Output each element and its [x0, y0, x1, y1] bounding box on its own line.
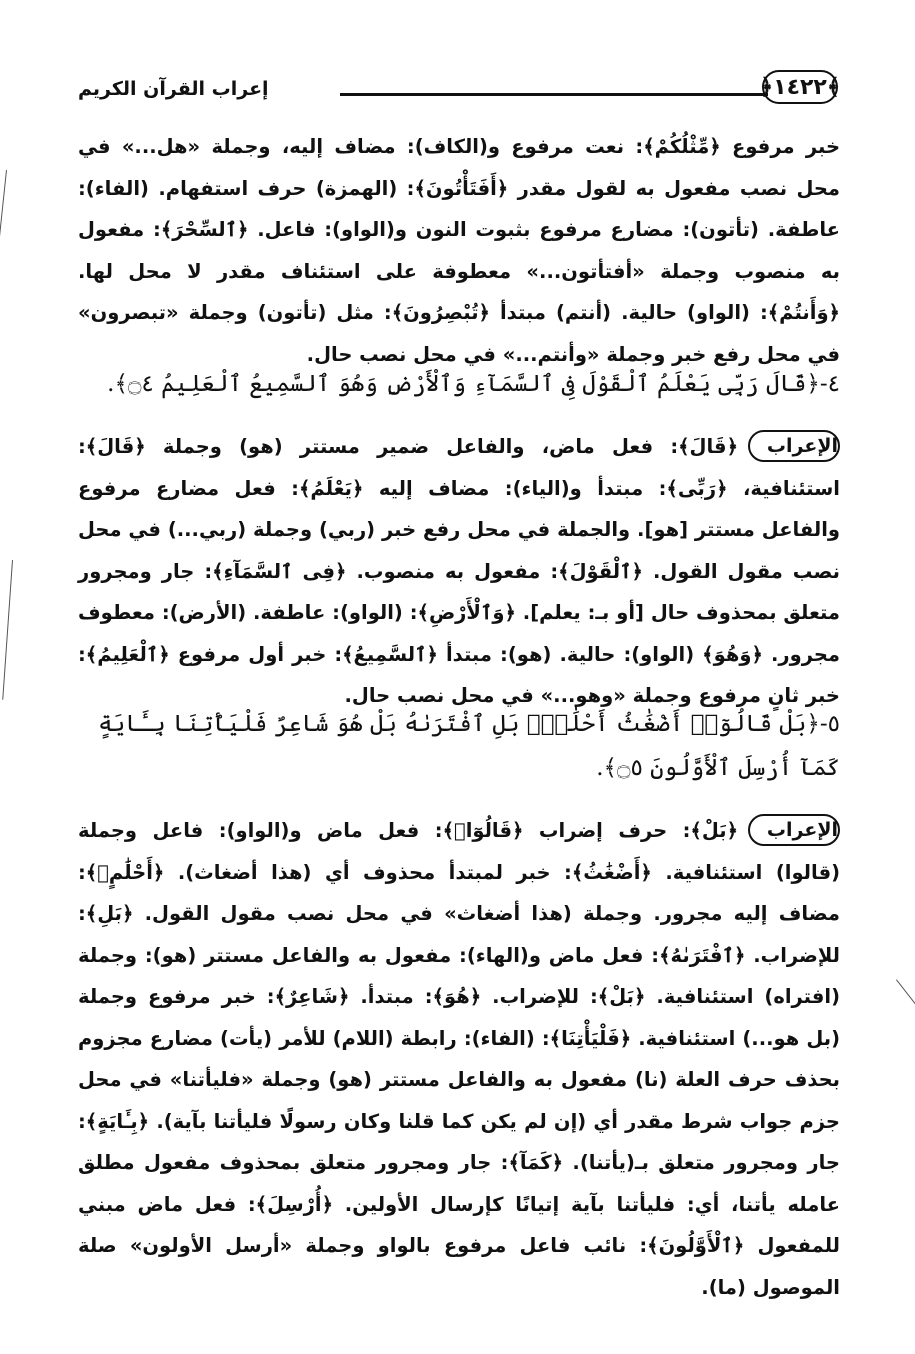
- irab-label: الإعراب: [748, 430, 840, 462]
- page-edge-mark: [2, 560, 13, 700]
- verse-5: ٥-﴿بَلْ قَالُوٓا۟ أَضْغَٰثُ أَحْلَٰمٍۭ بَلِ ٱفْتَرَىٰهُ بَلْ هُوَ شَاعِرٌ فَلْيَأْتِنَا بِـَٔايَةٍ كَمَآ أُرْسِلَ ٱلْأَوَّلُونَ ۝٥﴾.: [98, 711, 840, 781]
- page-header: [78, 66, 838, 114]
- verse-4: ٤-﴿قَالَ رَبِّى يَعْلَمُ ٱلْقَوْلَ فِى ٱلسَّمَآءِ وَٱلْأَرْضِ وَهُوَ ٱلسَّمِيعُ ٱلْعَلِيمُ ۝٤﴾.: [107, 371, 840, 397]
- page-edge-mark: [0, 170, 7, 319]
- page-edge-mark: [896, 979, 915, 1027]
- irab-label: الإعراب: [748, 814, 840, 846]
- book-title: إعراب القرآن الكريم: [78, 78, 269, 100]
- irab-text-5: ﴿بَلْ﴾: حرف إضراب ﴿قَالُوٓا۟﴾: فعل ماض و(الواو): فاعل وجملة (قالوا) استئنافية. ﴿أَضْغَٰثُ﴾: خبر لمبتدأ محذوف أي (هذا أضغاث). ﴿أَحْلَٰمٍۭ﴾: مضاف إليه مجرور. وجملة (هذا أضغاث» في محل نصب مقول القول. ﴿بَلِ﴾: للإضراب. ﴿ٱفْتَرَىٰهُ﴾: فعل ماض و(الهاء): مفعول به والفاعل مستتر (هو): وجملة (افتراه) استئنافية. ﴿بَلْ﴾: للإضراب. ﴿هُوَ﴾: مبتدأ. ﴿شَاعِرٌ﴾: خبر مرفوع وجملة (بل هو...) استئنافية. ﴿فَلْيَأْتِنَا﴾: (الفاء): رابطة (اللام) للأمر (يأت) مضارع مجزوم بحذف حرف العلة (نا) مفعول به والفاعل مستتر (هو) وجملة «فليأتنا» في محل جزم جواب شرط مقدر أي (إن لم يكن كما قلنا وكان رسولًا فليأتنا بآية). ﴿بِـَٔايَةٍ﴾: جار ومجرور متعلق بـ(يأتنا). ﴿كَمَآ﴾: جار ومجرور متعلق بمحذوف مفعول مطلق عامله يأتنا، أي: فليأتنا بآية إتيانًا كإرسال الأولين. ﴿أُرْسِلَ﴾: فعل ماض مبني للمفعول ﴿ٱلْأَوَّلُونَ﴾: نائب فاعل مرفوع بالواو وجملة «أرسل الأولون» صلة الموصول (ما).: [78, 819, 840, 1299]
- irab-section-5: [78, 810, 840, 1308]
- paragraph-continuation: خبر مرفوع ﴿مِّثْلُكُمْ﴾: نعت مرفوع و(الكاف): مضاف إليه، وجملة «هل...» في محل نصب مفعول به لقول مقدر ﴿أَفَتَأْتُونَ﴾: (الهمزة) حرف استفهام. (الفاء): عاطفة. (تأتون): مضارع مرفوع بثبوت النون و(الواو): فاعل. ﴿ٱلسِّحْرَ﴾: مفعول به منصوب وجملة «أفتأتون...» معطوفة على استئناف مقدر لا محل لها. ﴿وَأَنتُمْ﴾: (الواو) حالية. (أنتم) مبتدأ ﴿تُبْصِرُونَ﴾: مثل (تأتون) وجملة «تبصرون» في محل رفع خبر وجملة «وأنتم...» في محل نصب حال.: [78, 135, 840, 366]
- irab-text-4: ﴿قَالَ﴾: فعل ماض، والفاعل ضمير مستتر (هو) وجملة ﴿قَالَ﴾: استئنافية، ﴿رَبِّى﴾: مبتدأ و(الياء): مضاف إليه ﴿يَعْلَمُ﴾: فعل مضارع مرفوع والفاعل مستتر [هو]. والجملة في محل رفع خبر (ربي) وجملة (ربي...) في محل نصب مقول القول. ﴿ٱلْقَوْلَ﴾: مفعول به منصوب. ﴿فِى ٱلسَّمَآءِ﴾: جار ومجرور متعلق بمحذوف حال [أو بـ: يعلم]. ﴿وَٱلْأَرْضِ﴾: (الواو): عاطفة. (الأرض): معطوف مجرور. ﴿وَهُوَ﴾ (الواو): حالية. (هو): مبتدأ ﴿ٱلسَّمِيعُ﴾: خبر أول مرفوع ﴿ٱلْعَلِيمُ﴾: خبر ثانٍ مرفوع وجملة «وهو...» في محل نصب حال.: [78, 435, 840, 707]
- header-rule: [340, 93, 768, 96]
- irab-section-4: [78, 426, 840, 717]
- page-number: ﴿١٤٢٢﴾: [762, 70, 838, 104]
